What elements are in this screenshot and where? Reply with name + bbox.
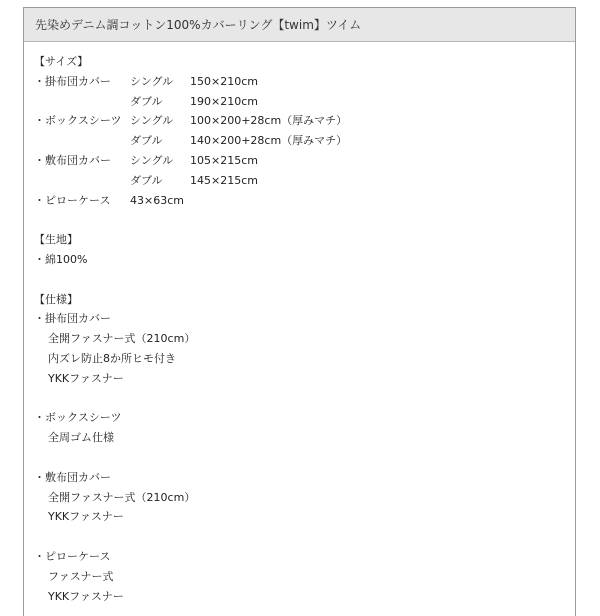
spec-detail: YKKファスナー — [48, 371, 124, 385]
spec-detail: YKKファスナー — [48, 589, 124, 603]
spec-detail: 全周ゴム仕様 — [48, 431, 114, 445]
spec-detail: ファスナー式 — [48, 569, 114, 583]
spacer — [34, 270, 575, 290]
spacer — [34, 210, 575, 230]
spec-body — [24, 42, 575, 606]
spec-panel — [23, 7, 576, 616]
spacer — [34, 448, 575, 468]
size-item: ・ピローケース — [34, 193, 111, 207]
size-type: シングル — [130, 153, 174, 167]
size-type: シングル — [130, 74, 174, 88]
fabric-heading: 【生地】 — [34, 233, 78, 247]
size-type: シングル — [130, 114, 174, 128]
size-type: ダブル — [130, 134, 163, 148]
size-dimension: 43×63cm — [130, 193, 184, 207]
size-dimension: 150×210cm — [190, 74, 258, 88]
size-type: ダブル — [130, 94, 163, 108]
spec-heading: 【仕様】 — [34, 292, 78, 306]
panel-title: 先染めデニム調コットン100%カバーリング【twim】ツイム — [24, 8, 575, 42]
size-item: ・敷布団カバー — [34, 153, 111, 167]
size-item: ・掛布団カバー — [34, 74, 111, 88]
spec-item: ・ピローケース — [34, 549, 111, 563]
size-row-pillow — [34, 191, 575, 211]
spec-detail: 内ズレ防止8か所ヒモ付き — [48, 351, 176, 365]
size-item: ・ボックスシーツ — [34, 114, 122, 128]
size-dimension: 105×215cm — [190, 153, 258, 167]
spec-item: ・ボックスシーツ — [34, 411, 122, 425]
size-row — [34, 171, 575, 191]
size-row — [34, 72, 575, 92]
size-dimension: 145×215cm — [190, 173, 258, 187]
spacer — [34, 527, 575, 547]
size-row — [34, 151, 575, 171]
spec-detail: YKKファスナー — [48, 510, 124, 524]
size-dimension: 140×200+28cm（厚みマチ） — [190, 134, 348, 148]
size-row — [34, 131, 575, 151]
size-row — [34, 92, 575, 112]
spec-detail: 全開ファスナー式（210cm） — [48, 332, 196, 346]
spec-detail: 全開ファスナー式（210cm） — [48, 490, 196, 504]
size-type: ダブル — [130, 173, 163, 187]
size-row — [34, 111, 575, 131]
spacer — [34, 389, 575, 409]
size-dimension: 190×210cm — [190, 94, 258, 108]
fabric-value: ・綿100% — [34, 252, 88, 266]
spec-item: ・掛布団カバー — [34, 312, 111, 326]
size-heading: 【サイズ】 — [34, 55, 89, 68]
size-dimension: 100×200+28cm（厚みマチ） — [190, 114, 348, 128]
spec-item: ・敷布団カバー — [34, 470, 111, 484]
